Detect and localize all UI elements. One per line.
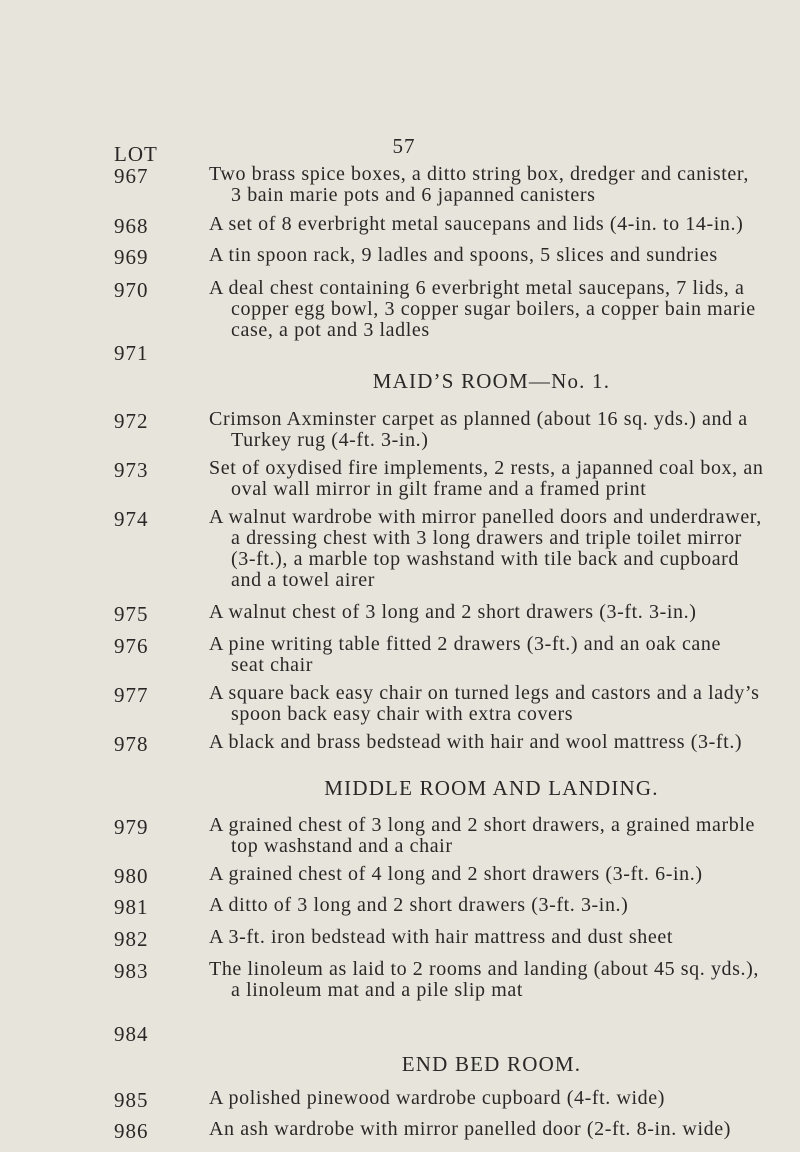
description-line: oval wall mirror in gilt frame and a framed print	[231, 478, 647, 500]
description-line: Turkey rug (4-ft. 3-in.)	[231, 429, 429, 451]
lot-description	[209, 214, 774, 235]
lot-number: 976	[114, 634, 149, 658]
description-line: A pine writing table fitted 2 drawers (3-ft.) and an oak cane	[209, 633, 721, 655]
lot-description	[209, 927, 774, 948]
description-line: The linoleum as laid to 2 rooms and landing (about 45 sq. yds.),	[209, 958, 759, 980]
description-line: A ditto of 3 long and 2 short drawers (3-ft. 3-in.)	[209, 894, 629, 916]
lot-description	[209, 1119, 774, 1140]
lot-description	[209, 959, 774, 1001]
lot-description	[209, 683, 774, 725]
description-line: A walnut wardrobe with mirror panelled doors and underdrawer,	[209, 506, 762, 528]
description-line: A walnut chest of 3 long and 2 short drawers (3-ft. 3-in.)	[209, 601, 697, 623]
description-line: A grained chest of 4 long and 2 short drawers (3-ft. 6-in.)	[209, 863, 703, 885]
section-heading-middle-room: MIDDLE ROOM AND LANDING.	[324, 776, 659, 800]
description-line: Two brass spice boxes, a ditto string box, dredger and canister,	[209, 163, 749, 185]
lot-description	[209, 164, 774, 206]
lot-description	[209, 245, 774, 266]
lot-number: 981	[114, 895, 149, 919]
lot-description	[209, 634, 774, 676]
description-line: case, a pot and 3 ladles	[231, 319, 430, 341]
description-line: seat chair	[231, 654, 314, 676]
description-line: Crimson Axminster carpet as planned (about 16 sq. yds.) and a	[209, 408, 748, 430]
description-line: top washstand and a chair	[231, 835, 453, 857]
lot-column-header: LOT	[114, 142, 158, 166]
lot-description	[209, 602, 774, 623]
description-line: An ash wardrobe with mirror panelled door (2-ft. 8-in. wide)	[209, 1118, 731, 1140]
lot-description	[209, 458, 774, 500]
section-heading-end-bed-room: END BED ROOM.	[401, 1052, 582, 1076]
lot-number: 979	[114, 815, 149, 839]
description-line: and a towel airer	[231, 569, 376, 591]
description-line: a linoleum mat and a pile slip mat	[231, 979, 524, 1001]
lot-number: 980	[114, 864, 149, 888]
lot-number: 974	[114, 507, 149, 531]
lot-description	[209, 1088, 774, 1109]
lot-number: 986	[114, 1119, 149, 1143]
description-line: Set of oxydised fire implements, 2 rests, a japanned coal box, an	[209, 457, 764, 479]
lot-description	[209, 895, 774, 916]
description-line: 3 bain marie pots and 6 japanned canisters	[231, 184, 596, 206]
page-number: 57	[392, 134, 416, 158]
description-line: A black and brass bedstead with hair and wool mattress (3-ft.)	[209, 731, 743, 753]
description-line: spoon back easy chair with extra covers	[231, 703, 574, 725]
description-line: A grained chest of 3 long and 2 short drawers, a grained marble	[209, 814, 755, 836]
lot-number: 978	[114, 732, 149, 756]
description-line: A square back easy chair on turned legs and castors and a lady’s	[209, 682, 760, 704]
section-heading-maids-room: MAID’S ROOM—No. 1.	[372, 369, 611, 393]
description-line: (3-ft.), a marble top washstand with tile back and cupboard	[231, 548, 740, 570]
lot-description	[209, 409, 774, 451]
lot-number: 968	[114, 214, 149, 238]
lot-number: 985	[114, 1088, 149, 1112]
description-line: a dressing chest with 3 long drawers and triple toilet mirror	[231, 527, 742, 549]
lot-number: 970	[114, 278, 149, 302]
lot-description	[209, 815, 774, 857]
description-line: A deal chest containing 6 everbright metal saucepans, 7 lids, a	[209, 277, 745, 299]
description-line: A 3-ft. iron bedstead with hair mattress and dust sheet	[209, 926, 674, 948]
description-line: A polished pinewood wardrobe cupboard (4-ft. wide)	[209, 1087, 665, 1109]
lot-description	[209, 864, 774, 885]
lot-number: 967	[114, 164, 149, 188]
lot-number: 984	[114, 1022, 149, 1046]
lot-description	[209, 507, 774, 591]
lot-description	[209, 732, 774, 753]
lot-number: 971	[114, 341, 149, 365]
lot-number: 983	[114, 959, 149, 983]
description-line: A set of 8 everbright metal saucepans and lids (4-in. to 14-in.)	[209, 213, 744, 235]
lot-number: 982	[114, 927, 149, 951]
lot-description	[209, 278, 774, 341]
lot-number: 972	[114, 409, 149, 433]
lot-number: 973	[114, 458, 149, 482]
lot-number: 969	[114, 245, 149, 269]
lot-number: 975	[114, 602, 149, 626]
lot-number: 977	[114, 683, 149, 707]
description-line: copper egg bowl, 3 copper sugar boilers, a copper bain marie	[231, 298, 756, 320]
description-line: A tin spoon rack, 9 ladles and spoons, 5 slices and sundries	[209, 244, 718, 266]
